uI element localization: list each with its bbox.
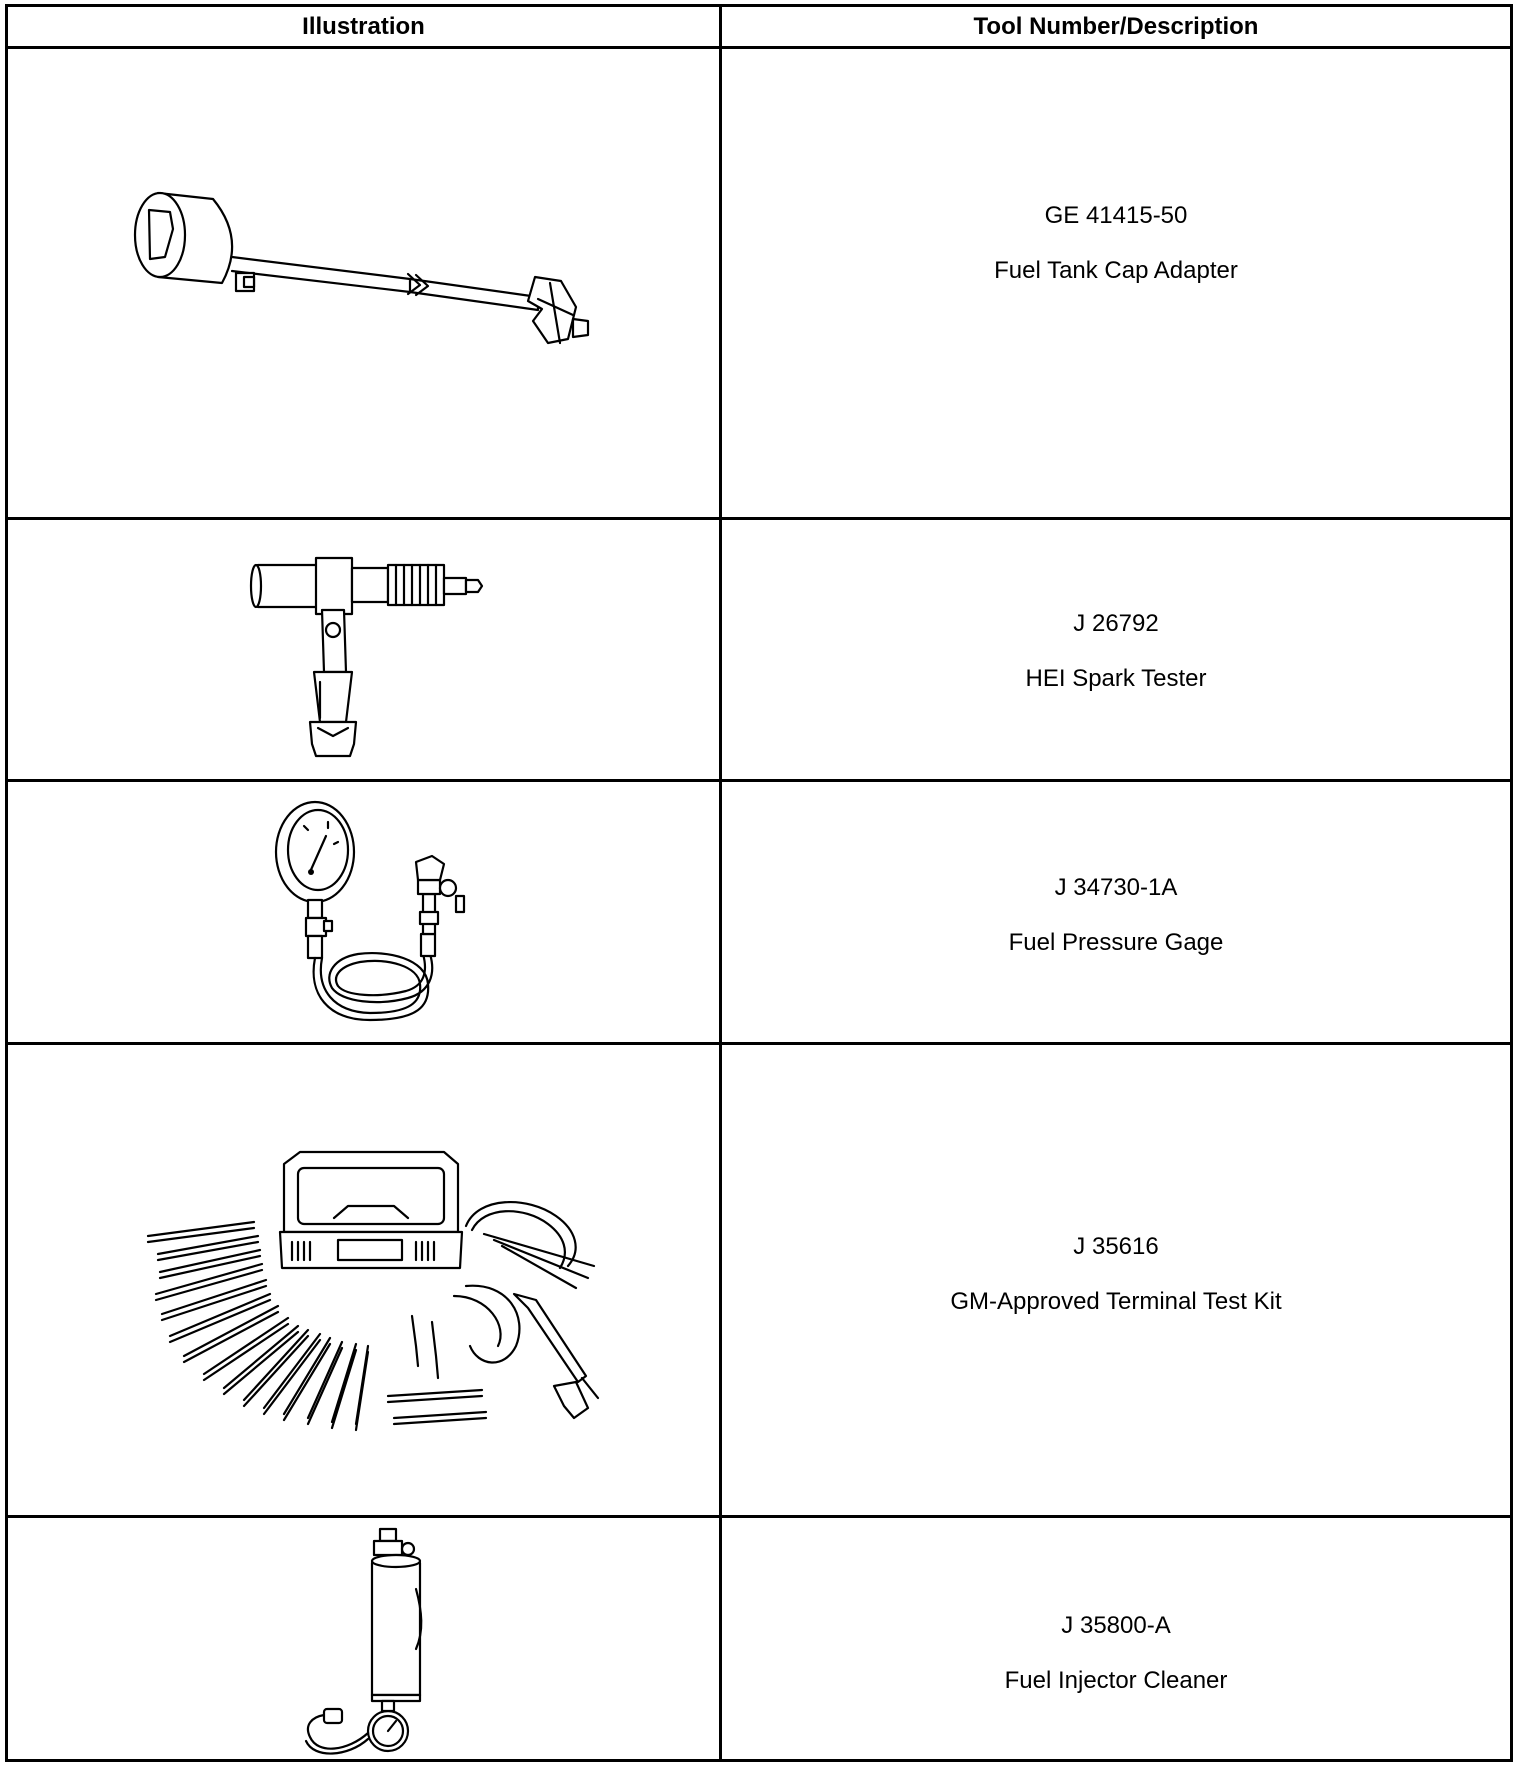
tool-number: J 35616 [1073,1233,1159,1261]
terminal-test-kit-icon [8,1046,722,1513]
injector-cleaner-icon [8,1519,722,1757]
table-row [7,781,1512,1043]
fuel-tank-cap-adapter-icon [8,51,722,516]
table-row [7,1516,1512,1760]
table-row [7,48,1512,519]
table-row [7,1043,1512,1516]
tool-number: J 35800-A [1061,1611,1171,1639]
description-cell [721,1516,1512,1760]
description-cell [721,781,1512,1043]
illustration-header: Illustration [7,6,721,48]
illustration-cell [7,48,721,519]
illustration-cell [7,781,721,1043]
tool-name: HEI Spark Tester [1025,665,1207,693]
illustration-cell [7,1043,721,1516]
description-cell [721,48,1512,519]
spark-tester-icon [8,522,722,778]
pressure-gage-icon [8,784,722,1040]
tool-number: J 26792 [1073,610,1159,638]
description-cell [721,519,1512,781]
description-cell [721,1043,1512,1516]
tool-number: J 34730-1A [1054,874,1178,902]
illustration-cell [7,1516,721,1760]
tool-name: GM-Approved Terminal Test Kit [950,1288,1282,1316]
tool-name: Fuel Pressure Gage [1008,929,1224,957]
illustration-cell [7,519,721,781]
special-tools-table [5,4,1513,1762]
table-row [7,519,1512,781]
description-header: Tool Number/Description [721,6,1512,48]
tool-name: Fuel Injector Cleaner [1004,1666,1228,1694]
tool-name: Fuel Tank Cap Adapter [994,256,1238,284]
header-row [7,6,1512,48]
tool-number: GE 41415-50 [1044,201,1188,229]
